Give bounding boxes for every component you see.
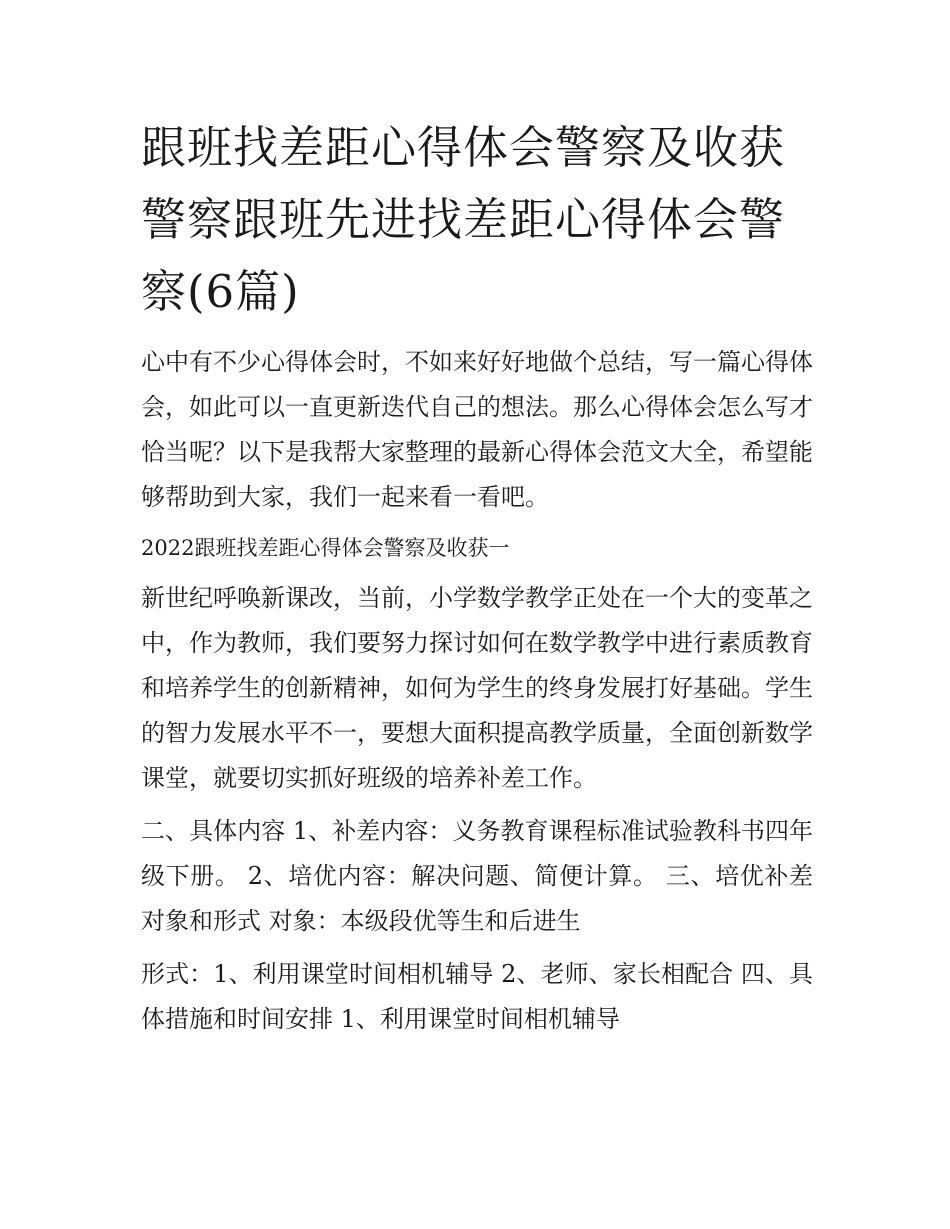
- document-title: 跟班找差距心得体会警察及收获 警察跟班先进找差距心得体会警察(6篇): [141, 121, 786, 318]
- section-heading: 2022跟班找差距心得体会警察及收获一: [141, 536, 510, 560]
- body-paragraph: 新世纪呼唤新课改，当前，小学数学教学正处在一个大的变革之中，作为教师，我们要努力探讨如何在数学教学中进行素质教育和培养学生的创新精神，如何为学生的终身发展打好基础。学生的智力发展水平不一，要想大面积提高教学质量，全面创新数学课堂，就要切实抓好班级的培养补差工作。: [141, 584, 813, 792]
- body-paragraph: 二、具体内容 1、补差内容：义务教育课程标准试验教科书四年级下册。 2、培优内容：解决问题、简便计算。 三、培优补差对象和形式 对象：本级段优等生和后进生: [141, 817, 813, 935]
- document-page: [141, 112, 813, 1050]
- intro-paragraph: 心中有不少心得体会时，不如来好好地做个总结，写一篇心得体会，如此可以一直更新迭代自己的想法。那么心得体会怎么写才恰当呢？以下是我帮大家整理的最新心得体会范文大全，希望能够帮助到大家，我们一起来看一看吧。: [141, 348, 813, 511]
- body-paragraph: 形式：1、利用课堂时间相机辅导 2、老师、家长相配合 四、具体措施和时间安排 1、利用课堂时间相机辅导: [141, 960, 813, 1033]
